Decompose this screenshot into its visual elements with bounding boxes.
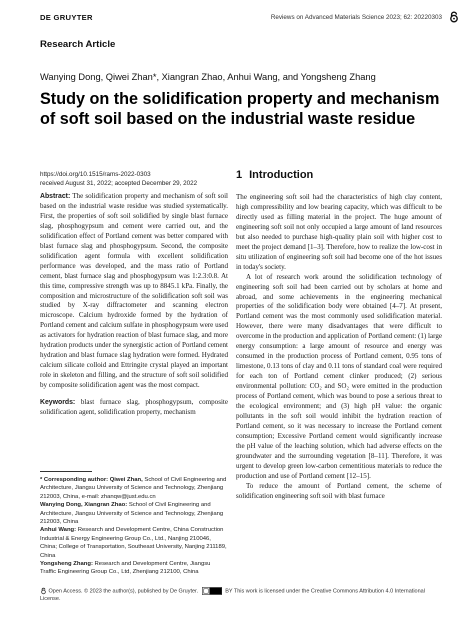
received-dates: received August 31, 2022; accepted December 29, 2022: [40, 180, 198, 187]
creative-commons-icon: [202, 587, 222, 595]
license-footer: [40, 587, 440, 603]
abstract-label: Abstract:: [40, 193, 71, 200]
intro-paragraph: To reduce the amount of Portland cement, the scheme of solidification engineering soft soil with blast furnace: [236, 481, 442, 500]
keywords-label: Keywords:: [40, 399, 76, 407]
section-heading-introduction: [236, 169, 313, 181]
license-text: This work is licensed under the Creative Commons Attribution 4.0 International License.: [40, 588, 425, 603]
article-title: Study on the solidification property and mechanism of soft soil based on the industrial waste residue: [40, 90, 440, 128]
publisher-name: DE GRUYTER: [40, 12, 93, 22]
affiliation-item: * Corresponding author: Qiwei Zhan, School of Civil Engineering and Architecture, Jiangsu University of Science and Technology, Zhenjiang 212003, China, e-mail: zhanqw@just.edu.cn: [40, 477, 227, 500]
open-access-icon: [40, 587, 47, 595]
section-title: Introduction: [249, 169, 314, 181]
running-header: [40, 10, 460, 24]
license-badge-label: BY: [225, 588, 233, 595]
doi-link[interactable]: https://doi.org/10.1515/rams-2022-0303: [40, 171, 151, 178]
open-access-icon: [448, 11, 460, 23]
footnote-rule: [40, 471, 92, 472]
affiliations: [40, 476, 228, 577]
copyright-text: © 2023 the author(s), published by De Gruyter.: [84, 588, 199, 595]
author-list: Wanying Dong, Qiwei Zhan*, Xiangran Zhao, Anhui Wang, and Yongsheng Zhang: [40, 72, 376, 82]
abstract: [40, 192, 228, 391]
journal-reference: Reviews on Advanced Materials Science 2023; 62: 20220303: [270, 13, 442, 21]
open-access-label: Open Access.: [48, 588, 83, 595]
abstract-column: [40, 192, 228, 418]
keywords-text: blast furnace slag, phosphogypsum, composite solidification agent, solidification property, mechanism: [40, 398, 228, 417]
section-number: 1: [236, 169, 243, 181]
intro-paragraph: The engineering soft soil had the characteristics of high clay content, high compressibility and low bearing capacity, which was difficult to be directly used as filling material in the project. The huge amount of engineering soft soil not only occupied a large amount of land resources but also needed to purchase high-quality plain soil with higher cost to meet the project demand [1–3]. Therefore, how to realize the low-cost in situ utilization of engineering soft soil had become one of the hot issues in today's society.: [236, 193, 442, 271]
affiliation-item: Anhui Wang: Research and Development Centre, China Construction Industrial & Energy Engineering Group Co., Ltd., Nanjing 210046, China; College of Transportation, Southeast University, Nanjing 211189, China: [40, 527, 227, 559]
affiliation-item: Yongsheng Zhang: Research and Development Centre, Jiangsu Traffic Engineering Group Co., Ltd, Zhenjiang 212100, China: [40, 561, 211, 576]
abstract-text: The solidification property and mechanism of soft soil based on the industrial waste residue was studied systematically. First, the properties of soft soil solidified by single blast furnace slag, phosphogypsum and cement were carried out, and the solidification effect of Portland cement was better compared with blast furnace slag and phosphogypsum. Second, the composite solidification agent formula with excellent solidification performance was developed, and the mass ratio of Portland cement, blast furnace slag and phosphogypsum was 1:2.3:0.8. At this time, compressive strength was up to 8845.1 kPa. Finally, the composition and microstructure of the solidification soft soil was studied by X-ray diffractometer and scanning electron microscope. Calcium hydroxide formed by the hydration of Portland cement and calcium sulfate in phosphogypsum were used as activators for hydration reaction of blast furnace slag, and more hydration products under the synergistic action of Portland cement hydration and blast furnace slag hydration were formed. Hydrated calcium silicate colloid and Ettringite crystal played an important role in skeleton and filling, and the structure of soft soil solidified by composite solidification agent was the most compact.: [40, 192, 228, 390]
article-meta: [40, 170, 197, 188]
introduction-column: [236, 193, 442, 502]
keywords: [40, 398, 228, 418]
intro-paragraph: A lot of research work around the solidification technology of engineering soft soil had been carried out by scholars at home and abroad, and some achievements in the engineering mechanical properties of the solidification body were obtained [4–7]. At present, Portland cement was the most commonly used solidification material. However, there were many disadvantages that were difficult to overcome in the production and application of Portland cement: (1) large energy consumption: a large amount of resource and energy was consumed in the production process of Portland cement, 0.95 tons of limestone, 0.13 tons of clay and 0.11 tons of standard coal were required for each ton of Portland cement clinker produced; (2) serious environmental pollution: CO₂ and SO₂ were emitted in the production process of Portland cement, which was bound to pose a serious threat to the ecological environment; and (3) high pH value: the organic pollutants in the soft soil would inhibit the hydration reaction of Portland cement, so it was necessary to increase the Portland cement consumption; Excessive Portland cement would significantly increase the pH value of the leaching solution, which had adverse effects on the groundwater and the surrounding vegetation [8–11]. Therefore, it was urgent to develop green low-carbon cementitious materials to reduce the production and use of Portland cement [12–15].: [236, 272, 442, 480]
affiliation-item: Wanying Dong, Xiangran Zhao: School of Civil Engineering and Architecture, Jiangsu University of Science and Technology, Zhenjiang 212003, China: [40, 502, 224, 526]
article-type: Research Article: [40, 39, 116, 50]
